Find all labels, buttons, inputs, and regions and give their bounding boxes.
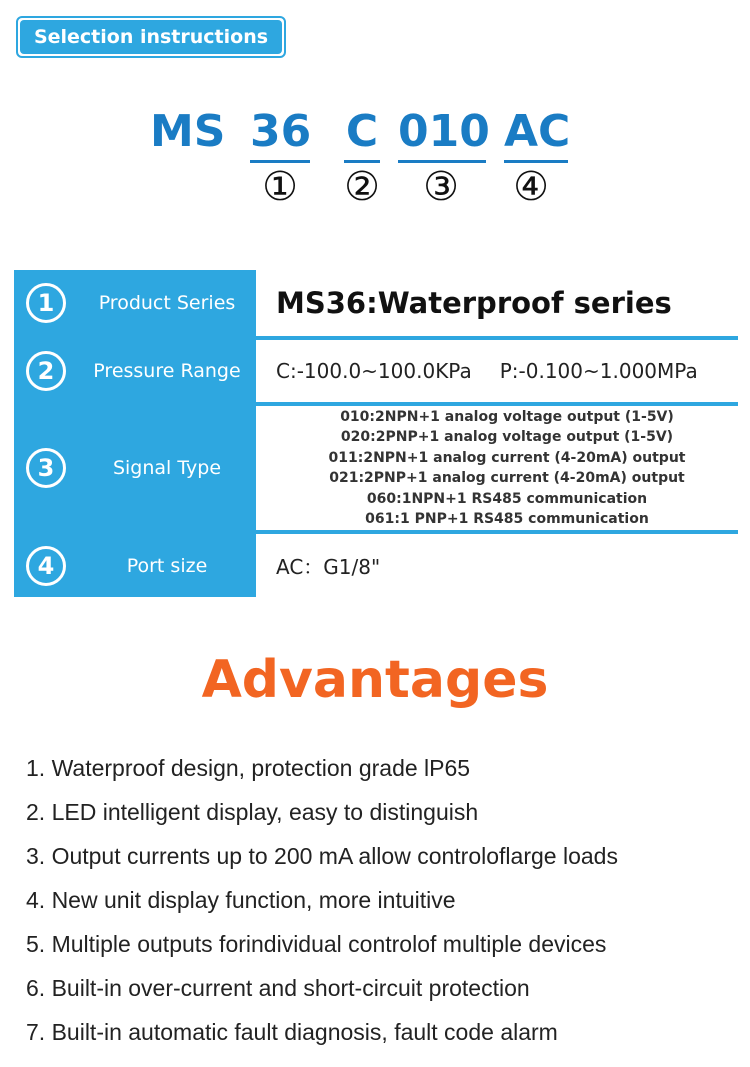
advantages-title: Advantages xyxy=(201,650,549,710)
row-number-badge: 1 xyxy=(26,283,66,323)
advantages-list xyxy=(26,748,746,1056)
model-code-part-signal: 010 xyxy=(398,104,486,163)
list-item: 2. LED intelligent display, easy to distinguish xyxy=(26,799,479,825)
row-value: MS36:Waterproof series xyxy=(256,270,738,336)
selection-instructions-badge xyxy=(16,16,286,58)
spec-row-port-size xyxy=(14,534,738,597)
row-label: Signal Type xyxy=(82,406,252,530)
signal-option: 020:2PNP+1 analog voltage output (1-5V) xyxy=(340,429,674,445)
row-label: Port size xyxy=(82,534,252,597)
code-number-4: ④ xyxy=(513,164,549,210)
row-value: AC：G1/8" xyxy=(256,534,738,597)
row-label: Product Series xyxy=(82,270,252,336)
model-code-part-port: AC xyxy=(504,104,568,163)
row-label: Pressure Range xyxy=(82,340,252,402)
signal-option: 060:1NPN+1 RS485 communication xyxy=(366,490,648,507)
pressure-range-p: P:-0.100~1.000MPa xyxy=(499,359,698,383)
row-value xyxy=(256,340,738,402)
row-value xyxy=(256,406,738,530)
code-number-1: ① xyxy=(262,164,298,210)
spec-row-pressure-range xyxy=(14,340,738,402)
model-code-prefix: MS xyxy=(150,106,226,157)
signal-option: 061:1 PNP+1 RS485 communication xyxy=(365,511,649,527)
list-item: 1. Waterproof design, protection grade lP65 xyxy=(26,755,471,781)
model-code-part-series: 36 xyxy=(250,104,310,163)
spec-row-product-series xyxy=(14,270,738,336)
badge-label: Selection instructions xyxy=(20,20,282,54)
list-item: 3. Output currents up to 200 mA allow controloflarge loads xyxy=(26,843,618,869)
code-number-2: ② xyxy=(344,164,380,210)
row-number-badge: 4 xyxy=(26,546,66,586)
spec-row-signal-type xyxy=(14,406,738,530)
signal-option: 011:2NPN+1 analog current (4-20mA) output xyxy=(328,449,686,466)
pressure-range-c: C:-100.0~100.0KPa xyxy=(276,359,472,383)
code-number-3: ③ xyxy=(423,164,459,210)
signal-option: 021:2PNP+1 analog current (4-20mA) output xyxy=(329,470,685,486)
signal-option: 010:2NPN+1 analog voltage output (1-5V) xyxy=(340,408,674,425)
list-item: 5. Multiple outputs forindividual controlof multiple devices xyxy=(26,931,607,957)
list-item: 7. Built-in automatic fault diagnosis, fault code alarm xyxy=(26,1019,558,1045)
list-item: 4. New unit display function, more intuitive xyxy=(26,887,456,913)
row-number-badge: 3 xyxy=(26,448,66,488)
list-item: 6. Built-in over-current and short-circuit protection xyxy=(26,975,530,1001)
model-code-part-range: C xyxy=(344,104,380,163)
spec-table xyxy=(14,270,738,597)
row-number-badge: 2 xyxy=(26,351,66,391)
